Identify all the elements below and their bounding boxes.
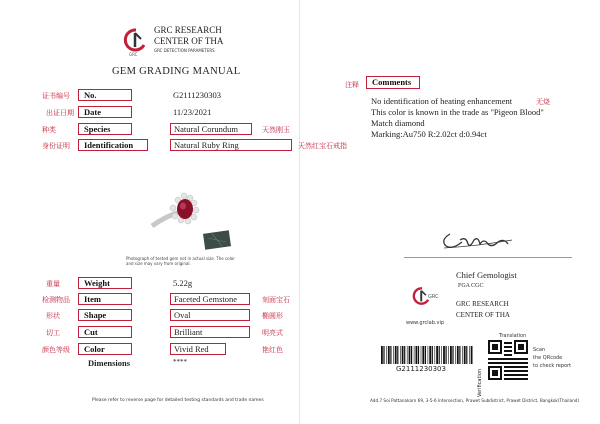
identification-value: Natural Ruby Ring <box>170 139 292 151</box>
footer-note: Please refer to reverse page for detailed testing standards and trade names <box>92 398 264 403</box>
certificate-number: G2111230303 <box>173 90 222 100</box>
cut-note: 明亮式 <box>262 329 283 337</box>
shape-value: Oval <box>170 309 250 321</box>
comment-line: Match diamond <box>371 118 425 128</box>
photo-caption: Photograph of tested gem not in actual size. The color and size may vary from original. <box>126 256 235 266</box>
field-label-weight: Weight <box>78 277 132 289</box>
cut-value: Brilliant <box>170 326 250 338</box>
field-cn-label: 身份证明 <box>42 142 70 150</box>
field-cn-label: 种类 <box>42 126 56 134</box>
qr-instruction: Scan <box>533 347 546 353</box>
field-label-cut: Cut <box>78 326 132 338</box>
comment-note: 无烧 <box>536 98 550 106</box>
weight-value: 5.22g <box>173 278 193 288</box>
dimensions-value: **** <box>173 358 187 366</box>
field-label-dimensions: Dimensions <box>88 358 131 368</box>
species-value: Natural Corundum <box>170 123 252 135</box>
color-value: Vivid Red <box>170 343 226 355</box>
qr-instruction: the QRcode <box>533 355 563 361</box>
comment-line: Marking:Au750 R:2.02ct d:0.94ct <box>371 129 487 139</box>
field-cn-label: 切工 <box>46 329 60 337</box>
shape-note: 椭圆形 <box>262 312 283 320</box>
footer-address: Add.7 Soi Pattanakarn 69, 3-5-6 Intersection, Prawet Subdistrict, Prawet District, Bangkok(Thailand) <box>370 398 580 403</box>
verification-qr <box>488 340 528 380</box>
org-line2: CENTER OF THA <box>154 36 224 46</box>
logo-text: GRC <box>129 52 138 57</box>
field-cn-label: 重量 <box>46 280 60 288</box>
color-note: 艳红色 <box>262 346 283 354</box>
right-org-line1: GRC RESEARCH <box>456 300 509 308</box>
translation-label: Translation <box>499 333 527 339</box>
field-cn-label: 证书编号 <box>42 92 70 100</box>
comment-line: This color is known in the trade as "Pigeon Blood" <box>371 107 544 117</box>
field-label-identification: Identification <box>78 139 148 151</box>
org-line1: GRC RESEARCH <box>154 25 222 35</box>
right-logo-text: GRC <box>428 294 439 300</box>
field-label-item: Item <box>78 293 132 305</box>
identification-note: 天然红宝石戒指 <box>298 142 347 150</box>
field-label-color: Color <box>78 343 132 355</box>
right-org-line2: CENTER OF THA <box>456 311 510 319</box>
comment-line: No identification of heating enhancement <box>371 96 513 106</box>
item-value: Faceted Gemstone <box>170 293 250 305</box>
lab-url: www.grclab.vip <box>406 320 445 326</box>
verification-vertical <box>478 368 488 402</box>
barcode <box>381 346 473 364</box>
verification-label: Verification <box>477 368 484 398</box>
field-cn-label: 出证日期 <box>46 109 74 117</box>
signature-line <box>404 257 572 258</box>
issue-date: 11/23/2021 <box>173 107 212 117</box>
qr-instruction: to check report <box>533 363 572 369</box>
species-note: 天然刚玉 <box>262 126 290 134</box>
grc-logo <box>123 27 149 53</box>
barcode-number: G2111230303 <box>396 365 446 373</box>
page-title: GEM GRADING MANUAL <box>112 66 241 77</box>
field-cn-label: 颜色等级 <box>42 346 70 354</box>
signer-role: Chief Gemologist <box>456 270 517 280</box>
field-label-species: Species <box>78 123 132 135</box>
field-cn-label: 检测物品 <box>42 296 70 304</box>
item-note: 刻面宝石 <box>262 296 290 304</box>
field-cn-label: 形状 <box>46 312 60 320</box>
field-label-shape: Shape <box>78 309 132 321</box>
org-sub: GRC DETECTION PARAMETERS <box>154 48 215 53</box>
field-label-date: Date <box>78 106 132 118</box>
signature <box>438 226 518 252</box>
comments-cn-label: 注释 <box>345 81 359 89</box>
field-label-no: No. <box>78 89 132 101</box>
signature-text <box>453 240 455 241</box>
gem-photo <box>146 186 234 252</box>
signer-credentials: FGA CGC <box>458 283 484 289</box>
page-fold <box>299 0 300 424</box>
comments-label: Comments <box>366 76 420 89</box>
